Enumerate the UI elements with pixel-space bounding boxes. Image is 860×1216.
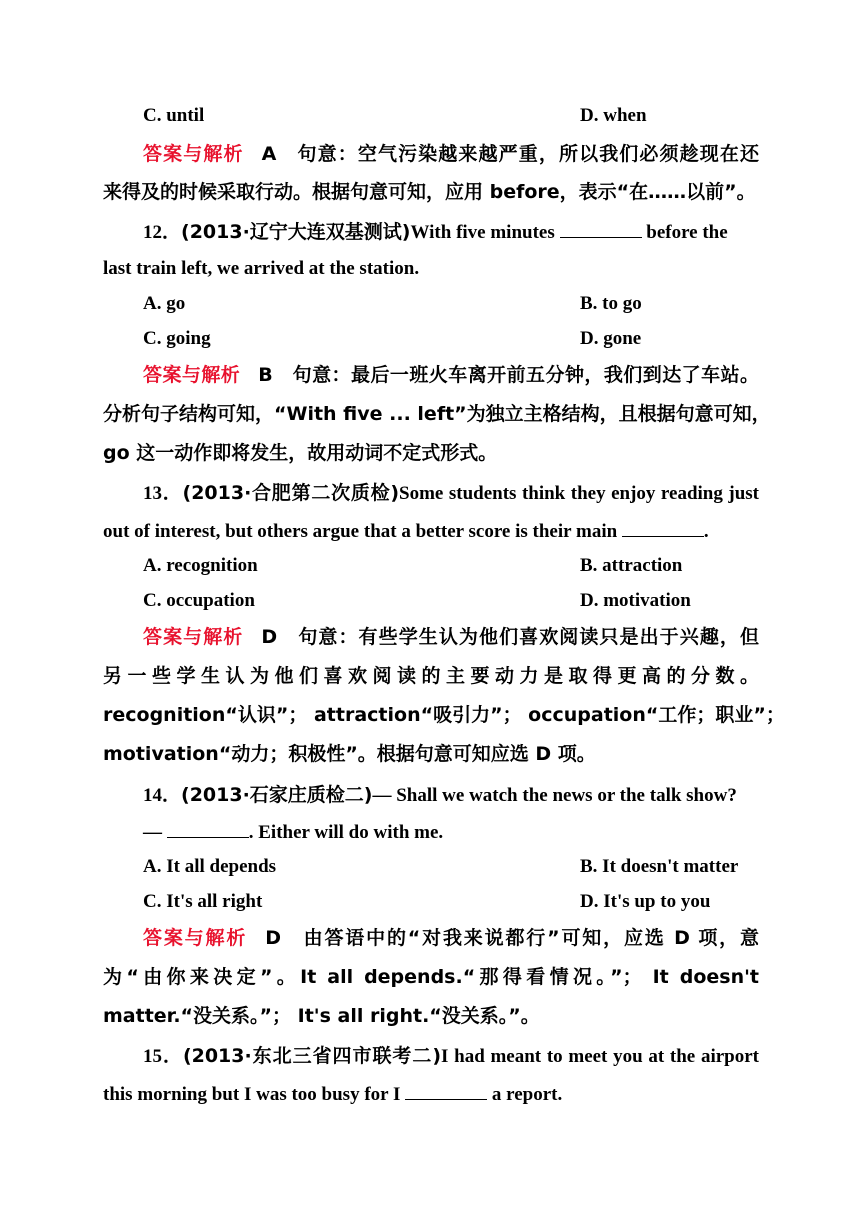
q12-answer-tag: 答案与解析	[143, 364, 241, 386]
q13-stem-line-2	[103, 518, 759, 545]
q15-number: 15．	[143, 1046, 183, 1067]
q12-source: (2013·辽宁大连双基测试)	[181, 221, 411, 243]
q12-answer-line-1	[143, 362, 759, 388]
q14-option-b: B. It doesn't matter	[580, 856, 739, 877]
q15-source: (2013·东北三省四市联考二)	[182, 1045, 442, 1067]
q12-answer-text-1: B 句意：最后一班火车离开前五分钟，我们到达了车站。	[258, 364, 759, 386]
q13-option-a: A. recognition	[143, 555, 258, 576]
q14-answer-line-2: 为“由你来决定”。It all depends.“那得看情况。”； It doesn't	[103, 966, 759, 988]
q13-options-ab	[143, 553, 799, 579]
q14-stem-line-2	[143, 819, 799, 846]
q13-answer-line-4: motivation“动力；积极性”。根据句意可知应选 D 项。	[103, 743, 596, 765]
q14-stem-text-2b: . Either will do with me.	[248, 822, 444, 843]
q14-answer-line-3: matter.“没关系。”； It's all right.“没关系。”。	[103, 1005, 540, 1027]
q14-answer-text-1: D 由答语中的“对我来说都行”可知，应选 D 项，意	[265, 927, 759, 949]
q12-stem-line-1	[143, 219, 759, 246]
q15-stem-text-2a: this morning but I was too busy for I	[103, 1084, 406, 1105]
q11-answer-line-1	[143, 141, 759, 167]
q15-blank	[405, 1081, 487, 1100]
q14-stem-text-1: — Shall we watch the news or the talk show?	[372, 785, 737, 806]
q13-stem-text-2b: .	[703, 521, 709, 542]
q13-number: 13．	[143, 483, 183, 504]
q14-option-d: D. It's up to you	[580, 891, 711, 912]
q13-stem-text-1: Some students think they enjoy reading just	[399, 483, 759, 504]
q12-option-c: C. going	[143, 328, 211, 349]
q14-options-ab	[143, 854, 799, 880]
q14-answer-line-1	[143, 925, 759, 951]
q11-option-d: D. when	[580, 105, 647, 126]
q13-blank	[622, 518, 704, 537]
q14-number: 14．	[143, 785, 182, 806]
q11-answer-line-2: 来得及的时候采取行动。根据句意可知，应用 before，表示“在……以前”。	[103, 181, 756, 203]
q12-number: 12．	[143, 222, 182, 243]
q14-stem-line-1	[143, 782, 759, 809]
q11-option-c: C. until	[143, 105, 205, 126]
q13-option-b: B. attraction	[580, 555, 683, 576]
q13-source: (2013·合肥第二次质检)	[182, 482, 400, 504]
q12-answer-line-2: 分析句子结构可知，“With five ... left”为独立主格结构，且根据句意可知，	[103, 403, 771, 425]
q14-blank	[167, 819, 249, 838]
q12-answer-line-3: go 这一动作即将发生，故用动词不定式形式。	[103, 442, 498, 464]
q12-blank	[560, 219, 642, 238]
q14-options-cd	[143, 889, 799, 915]
q12-stem-line-2: last train left, we arrived at the station.	[103, 258, 420, 279]
q13-stem-text-2a: out of interest, but others argue that a better score is their main	[103, 521, 622, 542]
q15-stem-text-1: I had meant to meet you at the airport	[441, 1046, 759, 1067]
q13-answer-line-1	[143, 624, 759, 650]
q12-option-a: A. go	[143, 293, 186, 314]
q14-option-c: C. It's all right	[143, 891, 263, 912]
q11-answer-text-1: A 句意：空气污染越来越严重，所以我们必须趁现在还	[261, 143, 759, 165]
q12-options-ab	[143, 291, 799, 317]
q13-answer-line-3: recognition“认识”； attraction“吸引力”； occupation“工作；职业”；	[103, 704, 785, 726]
q15-stem-line-1	[143, 1043, 759, 1070]
q14-option-a: A. It all depends	[143, 856, 277, 877]
q13-options-cd	[143, 588, 799, 614]
q12-options-cd	[143, 326, 799, 352]
q13-stem-line-1	[143, 480, 759, 507]
q13-option-c: C. occupation	[143, 590, 255, 611]
q12-stem-b: before the	[641, 222, 728, 243]
q14-source: (2013·石家庄质检二)	[181, 784, 373, 806]
q11-answer-tag: 答案与解析	[143, 143, 244, 165]
q13-answer-tag: 答案与解析	[143, 626, 244, 648]
q15-stem-text-2b: a report.	[487, 1084, 563, 1105]
q14-stem-text-2a: —	[143, 822, 167, 843]
q11-options-cd	[143, 103, 799, 129]
q15-stem-line-2	[103, 1081, 759, 1108]
q12-option-d: D. gone	[580, 328, 642, 349]
q12-stem-a: With five minutes	[410, 222, 560, 243]
q12-option-b: B. to go	[580, 293, 642, 314]
q14-answer-tag: 答案与解析	[143, 927, 248, 949]
q13-option-d: D. motivation	[580, 590, 691, 611]
q13-answer-text-1: D 句意：有些学生认为他们喜欢阅读只是出于兴趣，但	[261, 626, 759, 648]
q13-answer-line-2: 另一些学生认为他们喜欢阅读的主要动力是取得更高的分数。	[103, 665, 759, 687]
